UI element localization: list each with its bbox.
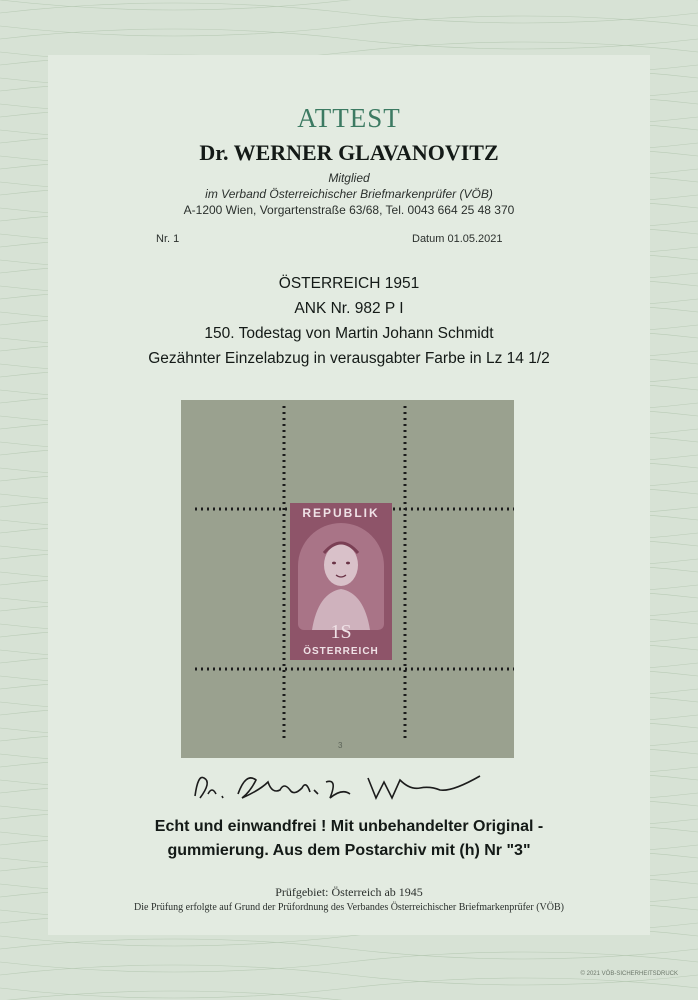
examiner-address: A-1200 Wien, Vorgartenstraße 63/68, Tel. 0043 664 25 48 370	[183, 203, 515, 217]
stamp	[290, 503, 392, 660]
perforation-row-top	[181, 498, 514, 502]
security-imprint: © 2021 VÖB-SICHERHEITSDRUCK	[580, 971, 678, 977]
certificate-date: Datum 01.05.2021	[412, 233, 503, 245]
country-year: ÖSTERREICH 1951	[278, 275, 420, 292]
signature	[190, 768, 490, 813]
stamp-description: Gezähnter Einzelabzug in verausgabter Farbe in Lz 14 1/2	[148, 350, 550, 367]
certificate-title: ATTEST	[297, 103, 401, 133]
association-name: im Verband Österreichischer Briefmarkenprüfer (VÖB)	[205, 187, 493, 201]
membership-label: Mitglied	[328, 171, 370, 185]
certificate-number: Nr. 1	[156, 233, 180, 245]
portrait-icon	[298, 523, 384, 630]
footer-basis: Die Prüfung erfolgte auf Grund der Prüfordnung des Verbandes Österreichischer Briefmarkenprüfer (VÖB)	[134, 902, 564, 913]
stamp-republik-text: REPUBLIK	[302, 506, 380, 520]
perforation-col-left	[282, 400, 286, 758]
stamp-country-text: ÖSTERREICH	[303, 646, 379, 657]
issue-name: 150. Todestag von Martin Johann Schmidt	[204, 325, 494, 342]
portrait-frame	[298, 523, 384, 630]
conclusion-line-1: Echt und einwandfrei ! Mit unbehandelter Original -	[154, 818, 544, 835]
conclusion-line-2: gummierung. Aus dem Postarchiv mit (h) Nr "3"	[167, 842, 531, 859]
catalog-number: ANK Nr. 982 P I	[294, 300, 404, 317]
examiner-name: Dr. WERNER GLAVANOVITZ	[199, 140, 499, 165]
perforation-col-right	[403, 400, 407, 758]
sheet-mark: 3	[338, 741, 343, 750]
handwritten-signature-icon	[190, 768, 490, 808]
stamp-value: 1S	[330, 621, 352, 643]
footer-scope: Prüfgebiet: Österreich ab 1945	[275, 885, 423, 899]
